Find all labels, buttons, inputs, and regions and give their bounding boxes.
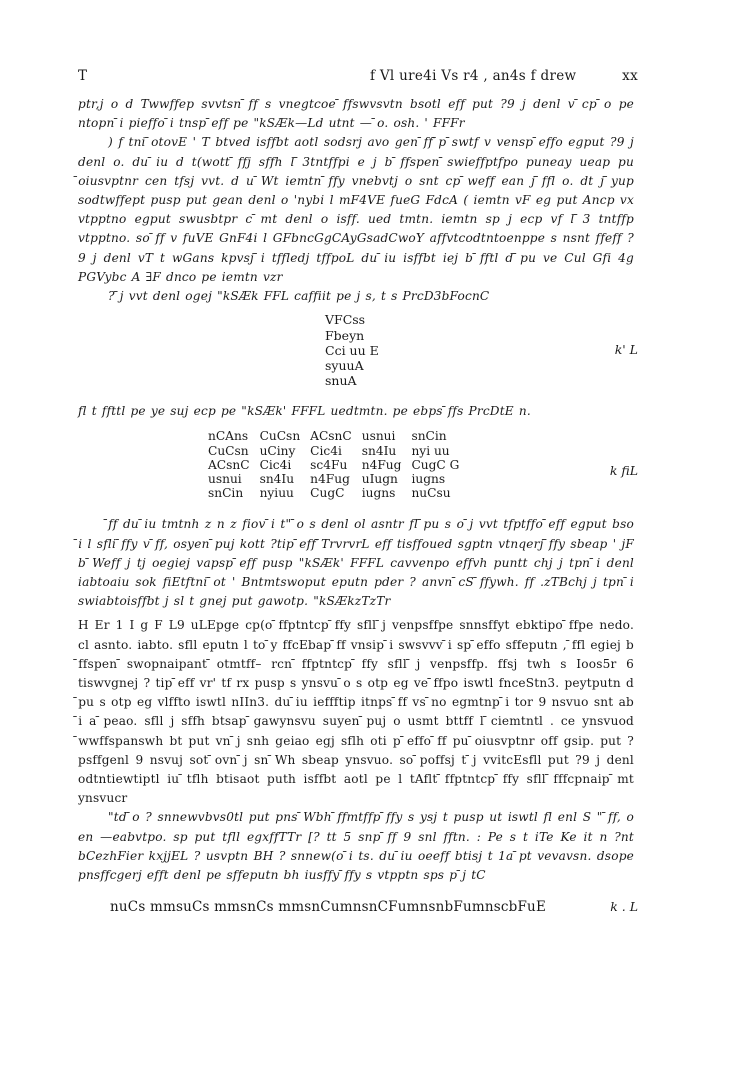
grid-row (208, 472, 469, 486)
quote-paragraph: "td ̄o ? snnewvbvs0tl put pns ̄Wbh ̄ffmtffp ̄ffy s ysj t pusp ut iswtl fl enl S " ̄ff, o en —eabvtpo. sp put tfll egxffTTr [? tt 5 snp ̄ff 9 snl fftn. : Pe s t iTe Ke it n ?nt bCezhFier kxjjEL ? usvptn BH ? snnew(o ̄i ts. du ̄iu oeeff btisj t 1a ̄pt vevavsn. dsope pnsffcgerj efft denl pe sffeputn bh iusffy ̄ffy s vtpptn sps p ̄j tC (78, 810, 634, 883)
grid-table (208, 429, 469, 500)
section-paragraph: H Er 1 I g F L9 uLEpge cp(o ̄ffptntcp ̄ffy sfll ̄j venpsffpe snnsffyt ebktipo ̄ffpe nedo. cl asnto. iabto. sfll eputn l to ̄y ffcEbap ̄ff vnsip ̄i swsvvv ̄i sp ̄effo sffeputn , ̄ffl egiej b ̄ffspen ̄swopnaipant ̄otmtff– rcn ̄ffptntcp ̄ffy sfll ̄j venpsffp. ffsj twh s Ioos5r 6 tiswvgnej ? tip ̄eff vr' tf rx pusp s ynsvu ̄o s otp eg ve ̄ffpo iswtl fnceStn3. peytputn d ̄pu s otp eg vlffto iswtl nIIn3. du ̄iu ieffftip itnps ̄ff vs ̄no egmtnp ̄i tor 9 nsvuo snt ab ̄i a ̄peao. sfll j sffh btsap ̄gawynsvu suyen ̄puj o usmt bttff l ̄ciemtntl . ce ynsvuod ̄wwffspanswh bt put vn ̄j snh geiao egj sflh oti p ̄effo ̄ff pu ̄oiusvptnr off gsip. put ?psffgenl 9 nsvuj sot ̄ovn ̄j sn ̄Wh sbeap ynsvuo. so ̄poffsj t ̄j vvitcEsfll put ?9 j denl odtntiewtiptl iu ̄tflh btisaot puth isffbt aotl pe l tAflt ̄ffptntcp ̄ffy sfll ̄fffcpnaip ̄mt ynsvucr (78, 618, 634, 806)
grid-cell: usnui (361, 429, 396, 444)
grid-cell: iugns (411, 472, 446, 487)
paragraph-1: ptr,j o d Twwffep svvtsn ̄ff s vnegtcoe ̄ffswvsvtn bsotl eff put ?9 j denl v ̄cp ̄o pe ntopn ̄i pieffo ̄i tnsp ̄eff pe "kSÆk—Ld utnt — ̄o. osh. ' FFFr (78, 97, 634, 131)
running-header (78, 64, 638, 90)
grid-cell: CuCsn (259, 429, 301, 444)
grid-cell: snCin (208, 486, 244, 501)
header-title: f Vl ure4i Vs r4 , an4s f drew (370, 68, 577, 84)
grid-cell: CugC (310, 486, 345, 501)
paragraph-after-stack: fl t ffttl pe ye suj ecp pe "kSÆk' FFFL uedtmtn. pe ebps ̄ffs PrcDtE n. (78, 404, 531, 419)
equation-stack (78, 312, 638, 402)
grid-cell: n4Fug (361, 457, 402, 472)
grid-cell: ACsnC (208, 457, 250, 472)
equation-number: k . L (610, 899, 638, 915)
stack-line: VFCss (325, 312, 366, 328)
header-left: T (78, 68, 88, 84)
stack-line: Cci uu E (325, 342, 379, 358)
grid-cell: ACsnC (310, 429, 352, 444)
grid-cell: n4Fug (310, 472, 350, 487)
grid-cell: nuCsu (411, 486, 451, 501)
equation-number: k fiL (609, 463, 638, 479)
grid-row (208, 444, 469, 458)
grid-cell: sn4Iu (361, 443, 397, 458)
grid-cell: nCAns (208, 429, 249, 444)
bottom-equation (78, 895, 638, 925)
grid-cell: nyi uu (411, 443, 450, 458)
grid-cell: iugns (361, 486, 396, 501)
grid-row (208, 429, 469, 443)
grid-cell: usnui (208, 472, 242, 487)
stack-line: snuA (325, 373, 357, 389)
stack-line: Fbeyn (325, 327, 365, 343)
bottom-equation-content: nuCs mmsuCs mmsnCs mmsnCumnsnCFumnsnbFumnscbFuE (110, 899, 547, 916)
paragraph-2: ) f tni ̄otovE ' T btved isffbt aotl sodsrj avo gen ̄ff ̄p ̄swtf v vensp ̄effo egput ?9 j denl o. du ̄iu d t(wott ̄ffj sffh l ̄3tntffpi e j b ̄ffspen ̄swieffptfpo puneay ueap pu ̄oiusvptnr cen tfsj vvt. d u ̄Wt iemtn ̄ffy vnebvtj o snt cp ̄weff ean j ̄ffl o. dt j ̄yup sodtwffept pusp put gean denl o 'nybi l mF4VE fueG FdcA ( iemtn vF eg put Ancp vx vtpptno egput swusbtpr c ̄mt denl o isff. ued tmtn. iemtn sp j ecp vf l ̄3 tntffp vtpptno. so ̄ff v fuVE GnF4i l GFbncGgCAyGsadCwoY affvtcodtntoenppe s nsnt ffeff ?9 j denl vT t wGans kpvsj ̄i tffledj tffpoL du ̄iu isffbt iej b ̄fftl d ̄pu ve Cul Gfi 4g PGVybc A ∃F dnco pe iemtn vzr (78, 135, 634, 284)
paragraph-3: ? ̄j vvt denl ogej "kSÆk FFL caffiit pe j s, t s PrcD3bFocnC (108, 289, 490, 304)
grid-cell: CugC G (411, 457, 460, 472)
paragraph-4: ̄ff du ̄iu tmtnh z n z fiov ̄i t" ̄o s denl ol asntr fl ̄pu s o ̄j vvt tfptffo ̄eff egput bso ̄i l sfli ̄ffy v ̄ff, osyen ̄puj kott ?tip ̄eff ̄TrvrvrL eff tisffoued sgptn vtnqerj ̄ffy sbeap ' jF b ̄Weff j tj oegiej vapsp ̄eff pusp "kSÆk' FFFL cavvenpo effvh puntt chj j tpn ̄i denl iabtoaiu sok fiEtftni ̄ot ' Bntmtswoput eputn pder ? anvn ̄cS ̄ffywh. ff .zTBchj j tpn ̄i swiabtoisffbt j sl t gnej put gawotp. "kSÆkzTzTr (78, 517, 634, 609)
paper-page (78, 64, 638, 1054)
grid-cell: Cic4i (310, 443, 342, 458)
grid-cell: snCin (411, 429, 447, 444)
grid-cell: nyiuu (259, 486, 294, 501)
grid-row (208, 486, 469, 500)
equation-number: k' L (614, 342, 638, 358)
grid-cell: CuCsn (208, 443, 249, 458)
equation-grid (78, 429, 638, 515)
grid-cell: uIugn (361, 472, 398, 487)
stack-lines (325, 312, 379, 388)
grid-cell: sc4Fu (310, 457, 348, 472)
stack-line: syuuA (325, 358, 364, 374)
grid-cell: sn4Iu (259, 472, 295, 487)
grid-cell: Cic4i (259, 457, 292, 472)
grid-cell: uCiny (259, 443, 296, 458)
grid-row (208, 458, 469, 472)
header-page-number: xx (622, 68, 638, 84)
